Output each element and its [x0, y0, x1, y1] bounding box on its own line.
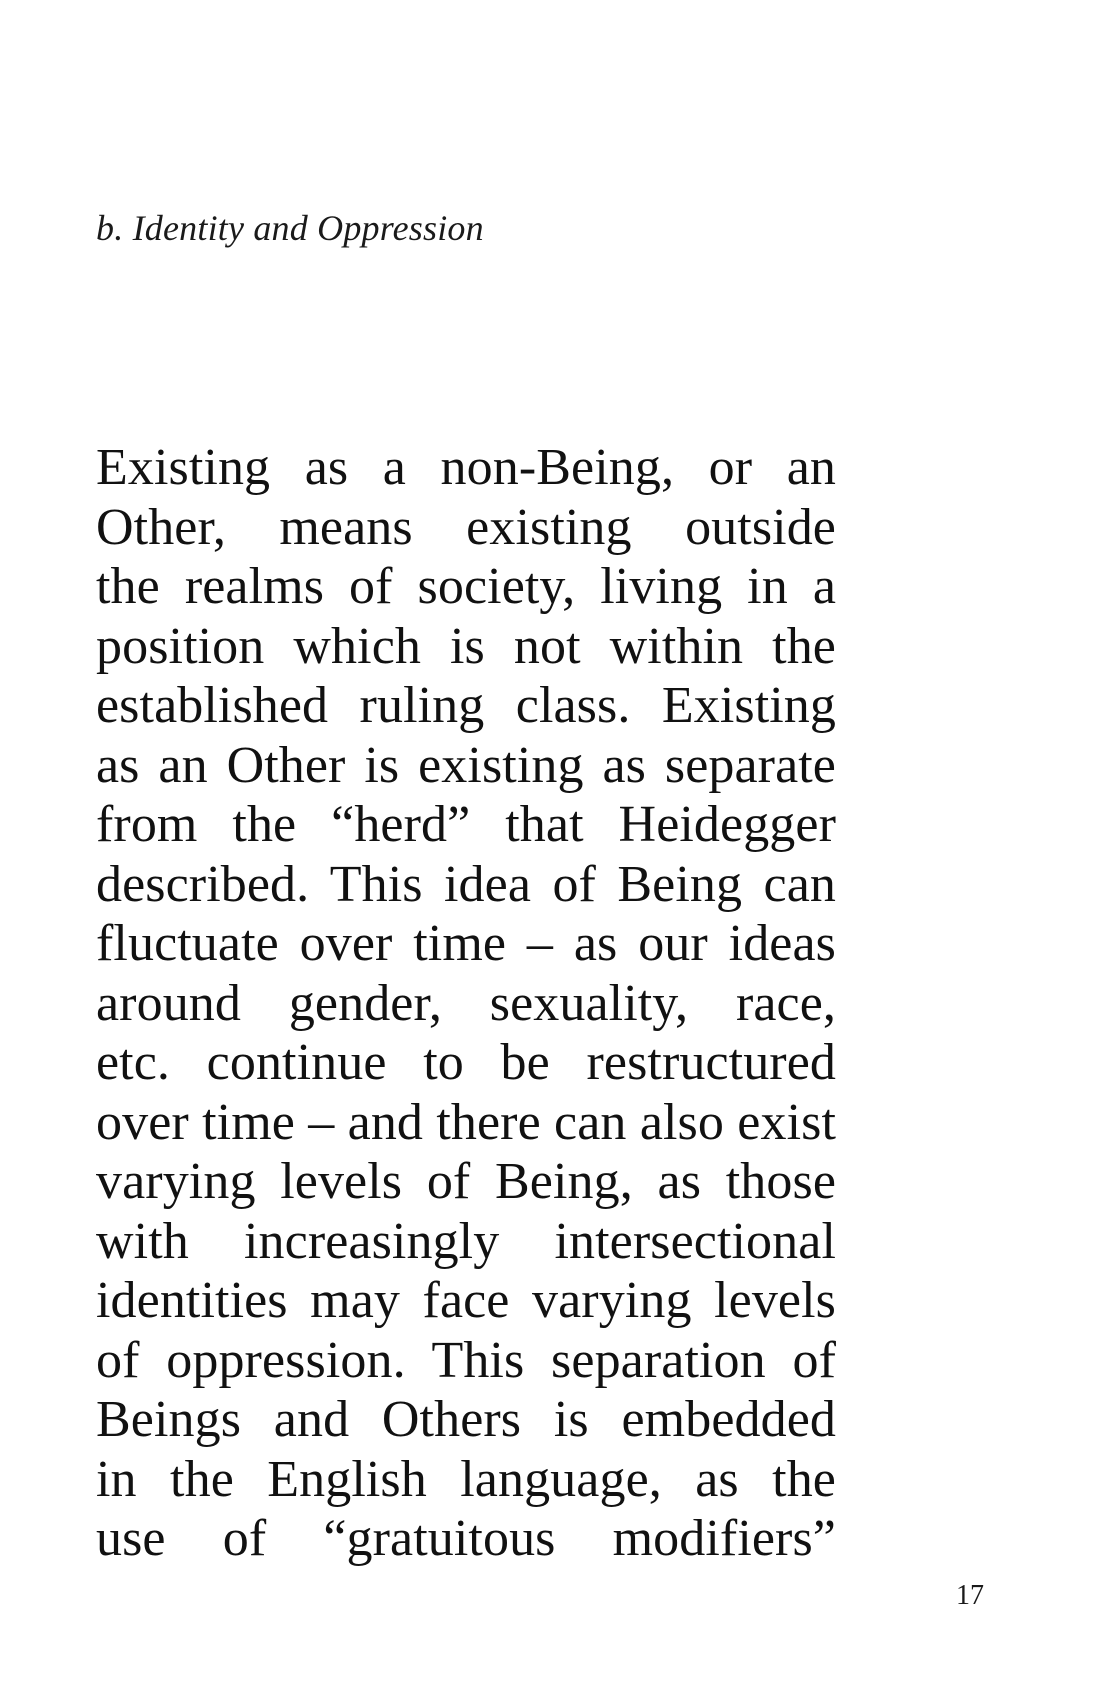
body-text-line: fluctuate over time – as our ideas — [96, 915, 836, 972]
body-text-line: described. This idea of Being can — [96, 855, 836, 913]
body-text-line: established ruling class. Existing — [96, 677, 836, 734]
body-text-line: as an Other is existing as separate — [96, 736, 836, 794]
page-number: 17 — [956, 1580, 984, 1611]
body-text-line: Existing as a non-Being, or an — [96, 439, 836, 496]
body-text-line: etc. continue to be restructured — [96, 1034, 836, 1091]
body-text-line: use of “gratuitous modifiers” — [96, 1510, 836, 1567]
body-text-line: identities may face varying levels — [96, 1272, 836, 1329]
body-text-line: Other, means existing outside — [96, 498, 836, 556]
body-text-line: from the “herd” that Heidegger — [96, 796, 836, 853]
body-text-line: position which is not within the — [96, 617, 836, 675]
body-text-line: with increasingly intersectional — [96, 1212, 836, 1270]
body-text-line: in the English language, as the — [96, 1450, 836, 1508]
body-text-line: the realms of society, living in a — [96, 558, 836, 615]
body-text-line: Beings and Others is embedded — [96, 1391, 836, 1448]
body-text-line: around gender, sexuality, race, — [96, 974, 836, 1032]
body-text-line: of oppression. This separation of — [96, 1331, 836, 1389]
body-paragraph — [96, 438, 836, 1569]
body-text-line: varying levels of Being, as those — [96, 1153, 836, 1210]
body-text-line: over time – and there can also exist — [96, 1093, 836, 1151]
section-heading: b. Identity and Oppression — [96, 208, 484, 248]
